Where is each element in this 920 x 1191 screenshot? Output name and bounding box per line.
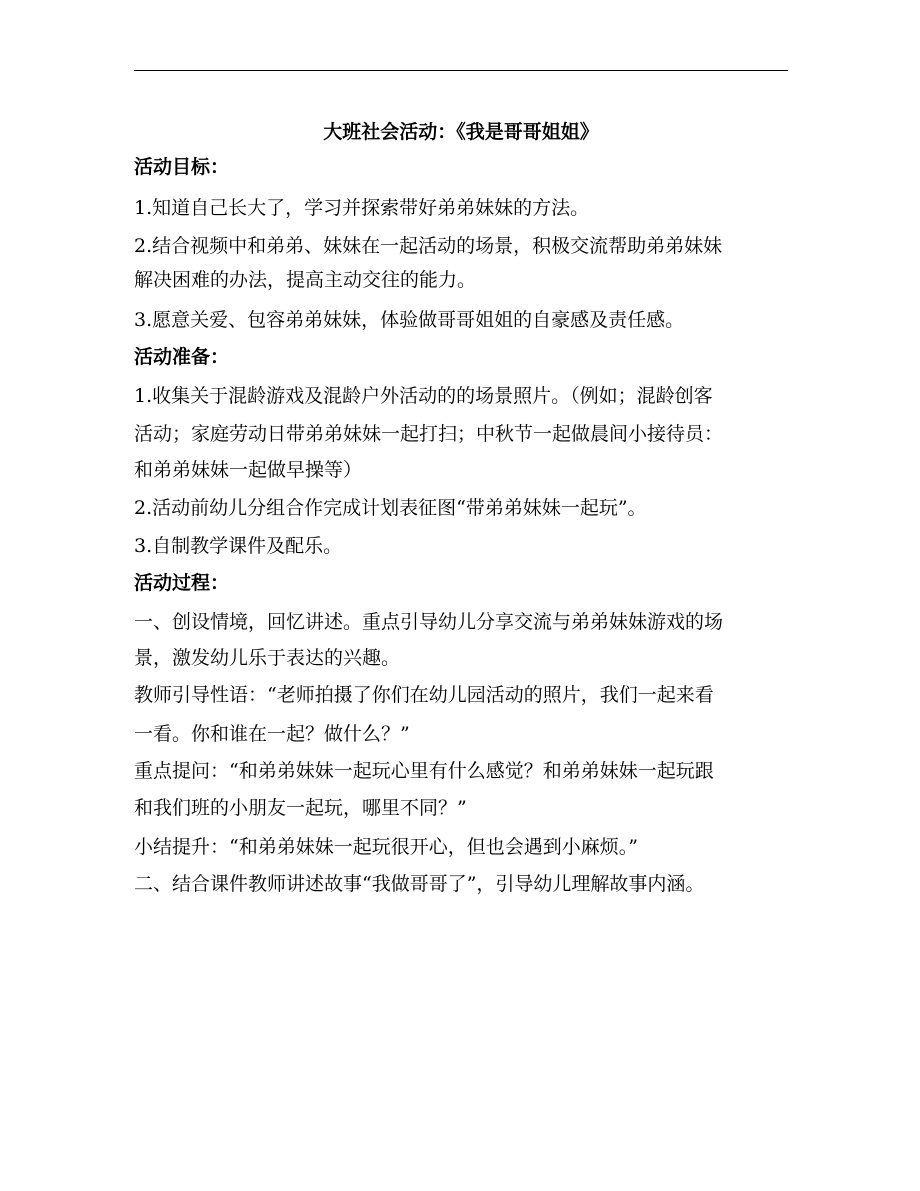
- preparation-line: 和弟弟妹妹一起做早操等）: [134, 459, 363, 481]
- process-line: 和我们班的小朋友一起玩，哪里不同？”: [134, 797, 467, 819]
- process-line: 景，激发幼儿乐于表达的兴趣。: [134, 647, 401, 669]
- preparation-line: 1.收集关于混龄游戏及混龄户外活动的的场景照片。（例如；混龄创客: [134, 385, 713, 407]
- goals-line: 解决困难的办法，提高主动交往的能力。: [134, 269, 477, 291]
- process-line: 一看。你和谁在一起？做什么？”: [134, 723, 410, 745]
- process-line: 一、创设情境，回忆讲述。重点引导幼儿分享交流与弟弟妹妹游戏的场: [134, 611, 724, 633]
- process-heading: 活动过程：: [134, 572, 230, 594]
- goals-line: 2.结合视频中和弟弟、妹妹在一起活动的场景，积极交流帮助弟弟妹妹: [134, 235, 723, 257]
- process-line: 重点提问：“和弟弟妹妹一起玩心里有什么感觉？和弟弟妹妹一起玩跟: [134, 760, 714, 782]
- preparation-line: 活动；家庭劳动日带弟弟妹妹一起打扫；中秋节一起做晨间小接待员：: [134, 423, 724, 445]
- goals-line: 3.愿意关爱、包容弟弟妹妹，体验做哥哥姐姐的自豪感及责任感。: [134, 309, 685, 331]
- process-line: 二、结合课件教师讲述故事“我做哥哥了”，引导幼儿理解故事内涵。: [134, 873, 705, 895]
- goals-line: 1.知道自己长大了，学习并探索带好弟弟妹妹的方法。: [134, 197, 590, 219]
- preparation-line: 3.自制教学课件及配乐。: [134, 535, 343, 557]
- preparation-line: 2.活动前幼儿分组合作完成计划表征图“带弟弟妹妹一起玩”。: [134, 497, 647, 519]
- preparation-heading: 活动准备：: [134, 346, 230, 368]
- document-title: 大班社会活动：《我是哥哥姐姐》: [323, 121, 599, 143]
- process-line: 教师引导性语：“老师拍摄了你们在幼儿园活动的照片，我们一起来看: [134, 684, 714, 706]
- header-rule: [134, 70, 788, 71]
- process-line: 小结提升：“和弟弟妹妹一起玩很开心，但也会遇到小麻烦。”: [134, 836, 638, 858]
- goals-heading: 活动目标：: [134, 156, 230, 178]
